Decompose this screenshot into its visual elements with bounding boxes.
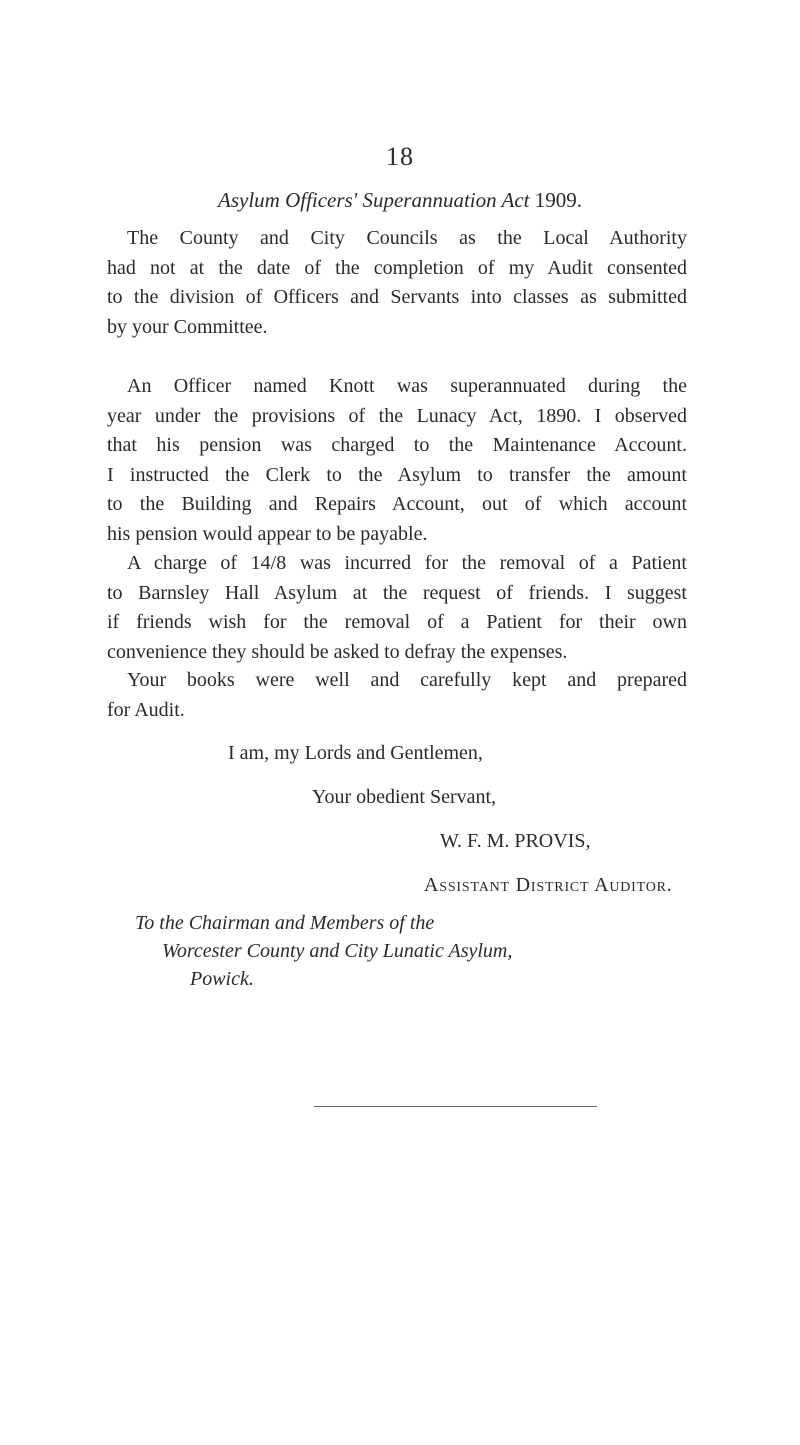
addressee-line-2: Worcester County and City Lunatic Asylum, [162,940,513,962]
paragraph-line: if friends wish for the removal of a Patient for their own [107,611,687,633]
paragraph-line: Your books were well and carefully kept and prepared [127,669,687,691]
end-rule [314,1106,597,1107]
paragraph-line: for Audit. [107,698,185,721]
paragraph-line: I instructed the Clerk to the Asylum to transfer the amount [107,463,687,486]
paragraph-line: An Officer named Knott was superannuated during the [127,375,687,397]
signature-closing: Your obedient Servant, [312,786,497,808]
heading-year: 1909. [534,188,582,212]
paragraph-line: by your Committee. [107,315,268,338]
signature-salutation: I am, my Lords and Gentlemen, [228,742,483,764]
paragraph-line: had not at the date of the completion of my Audit consented [107,256,687,279]
paragraph-books [107,666,687,725]
paragraph-line: his pension would appear to be payable. [107,522,428,545]
section-heading [0,188,800,213]
paragraph-line: A charge of 14/8 was incurred for the removal of a Patient [127,552,687,574]
heading-act-title: Asylum Officers' Superannuation Act [218,188,530,212]
page-number: 18 [386,142,414,171]
addressee-line-3: Powick. [190,968,254,990]
paragraph-line: to Barnsley Hall Asylum at the request of friends. I suggest [107,581,687,604]
paragraph-line: convenience they should be asked to defray the expenses. [107,640,568,663]
paragraph-knott [107,372,687,549]
paragraph-line: The County and City Councils as the Local Authority [127,227,687,249]
signature-title: Assistant District Auditor. [424,874,673,896]
paragraph-line: that his pension was charged to the Maintenance Account. [107,434,687,456]
paragraph-line: year under the provisions of the Lunacy Act, 1890. I observed [107,404,687,427]
paragraph-line: to the Building and Repairs Account, out of which account [107,493,687,515]
paragraph-councils [107,224,687,342]
paragraph-removal-charge [107,549,687,667]
addressee-line-1: To the Chairman and Members of the [135,912,435,934]
signature-name: W. F. M. PROVIS, [440,830,591,852]
paragraph-line: to the division of Officers and Servants into classes as submitted [107,286,687,308]
